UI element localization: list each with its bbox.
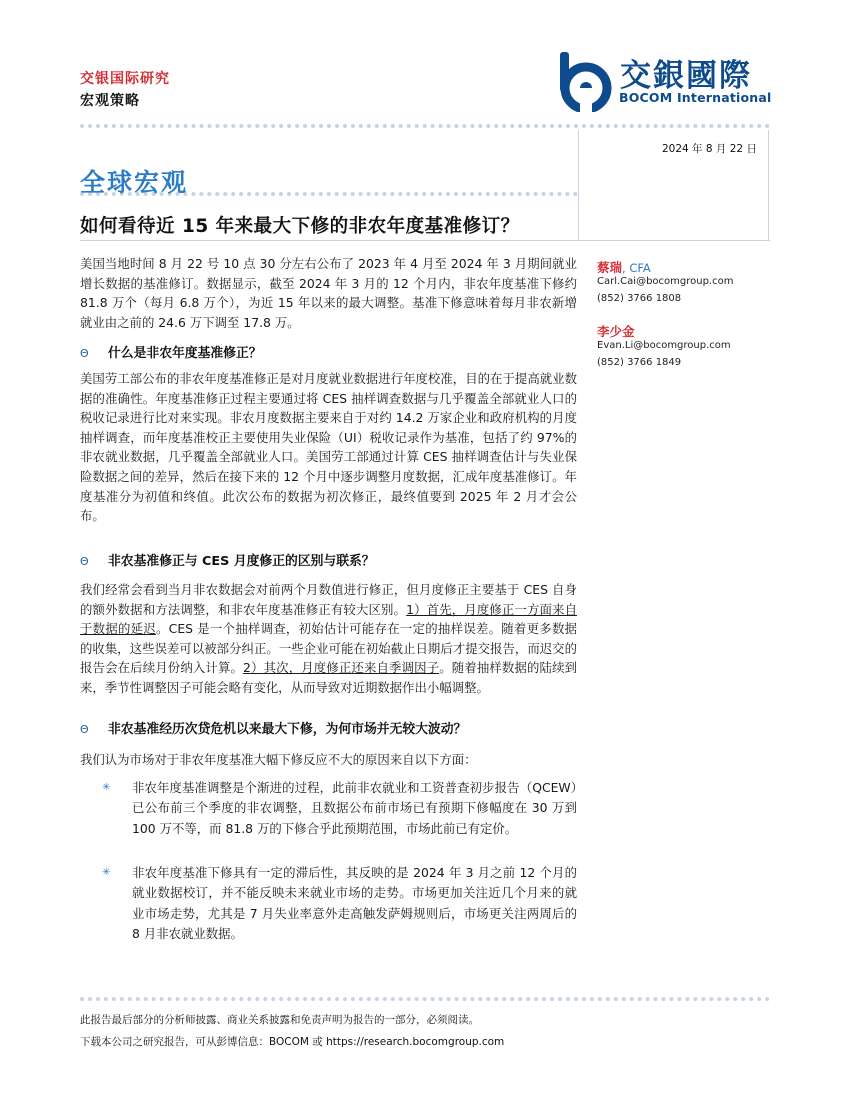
underlined-text: 2）其次，月度修正还来自季调因子 (243, 660, 440, 676)
header-right-rule (768, 130, 769, 240)
footer-dotted-rule (80, 997, 770, 1001)
author-name-text: 李少金 (597, 324, 635, 339)
header-vertical-rule (578, 130, 579, 240)
section-heading-text: 非农基准修正与 CES 月度修正的区别与联系？ (108, 554, 375, 569)
underlined-text: 1）首先，月度修正一方面来自于数据的延迟 (80, 601, 577, 637)
section-marker-icon: Θ (80, 555, 89, 568)
footer-disclaimer: 此报告最后部分的分析师披露、商业关系披露和免责声明为报告的一部分，必须阅读。 (80, 1014, 479, 1026)
section-paragraph: 我们认为市场对于非农年度基准大幅下修反应不大的原因来自以下方面： (80, 752, 477, 767)
footer-download-info[interactable]: 下载本公司之研究报告，可从彭博信息：BOCOM 或 https://research.bocomgroup.com (80, 1036, 505, 1048)
logo-text-en: BOCOM International (619, 90, 772, 105)
bocom-logo (556, 50, 771, 112)
section-heading (80, 342, 262, 361)
bocom-logo-icon (556, 50, 616, 112)
section-marker-icon: Θ (80, 347, 89, 360)
paragraph-text: 。随着抽样数据的陆续到来，季节性调整因子可能会略有变化，从而导致对近期数据作出小幅调整。 (80, 660, 578, 695)
section-label: 全球宏观 (80, 168, 189, 197)
author-email[interactable]: Evan.Li@bocomgroup.com (597, 340, 731, 351)
section-marker-icon: Θ (80, 723, 89, 736)
section-heading-text: 什么是非农年度基准修正？ (108, 346, 262, 361)
section-paragraph: 美国劳工部公布的非农年度基准修正是对月度就业数据进行年度校准，目的在于提高就业数据的准确性。年度基准修正过程主要通过将 CES 抽样调查数据与几乎覆盖全部就业人口的税收记录进行比对来实现。非农月度数据主要来自于对约 14.2 万家企业和政府机构的月度抽样调查，而年度基准校正主要使用失业保险（UI）税收记录作为基准，包括了约 97%的非农就业数据，几乎覆盖全部就业人口。美国劳工部通过计算 CES 抽样调查估计与失业保险数据之间的差异，然后在接下来的 12 个月中逐步调整月度数据，汇成年度基准修订。年度基准分为初值和终值。此次公布的数据为初次修正，最终值要到 2025 年 2 月才会公布。 (80, 371, 577, 524)
author-name-text: 蔡瑞 (597, 260, 623, 275)
author-phone: (852) 3766 1849 (597, 356, 682, 368)
logo-text-cn: 交銀國際 (620, 58, 752, 94)
author-phone: (852) 3766 1808 (597, 292, 682, 304)
author-credential: , CFA (622, 261, 651, 275)
author-email[interactable]: Carl.Cai@bocomgroup.com (597, 276, 734, 287)
author-contact (597, 274, 733, 307)
bullet-asterisk-icon: ✳ (102, 782, 111, 793)
title-underline (80, 240, 770, 241)
section-heading (80, 718, 466, 737)
author-contact (597, 338, 731, 371)
section-paragraph (80, 580, 577, 698)
paragraph-text: 我们经常会看到当月非农数据会对前两个月数值进行修正，但月度修正主要基于 CES 自身的额外数据和方法调整，和非农年度基准修正有较大区别。 (80, 582, 577, 617)
section-heading-text: 非农基准经历次贷危机以来最大下修，为何市场并无较大波动？ (108, 722, 467, 737)
section-heading (80, 550, 375, 569)
department-name: 宏观策略 (80, 93, 140, 109)
header-dotted-rule (80, 124, 770, 128)
bullet-text: 非农年度基准下修具有一定的滞后性，其反映的是 2024 年 3 月之前 12 个月的就业数据校订，并不能反映未来就业市场的走势。市场更加关注近几个月来的就业市场走势，尤其是 7 月失业率意外走高触发萨姆规则后，市场更关注两周后的 8 月非农就业数据。 (132, 865, 577, 942)
paragraph-text: 。CES 是一个抽样调查，初始估计可能存在一定的抽样误差。随着更多数据的收集，这些误差可以被部分纠正。一些企业可能在初始截止日期后才提交报告，而迟交的报告会在后续月份纳入计算。 (80, 621, 577, 676)
bullet-text: 非农年度基准调整是个渐进的过程，此前非农就业和工资普查初步报告（QCEW）已公布前三个季度的非农调整，且数据公布前市场已有预期下修幅度在 30 万到 100 万不等，而 81.8 万的下修合乎此预期范围，市场此前已有定价。 (132, 780, 577, 836)
intro-paragraph: 美国当地时间 8 月 22 号 10 点 30 分左右公布了 2023 年 4 月至 2024 年 3 月期间就业增长数据的基准修订。数据显示，截至 2024 年 3 月的 12 个月内，非农年度基准下修约 81.8 万个（每月 6.8 万个），为近 15 年以来的最大调整。基准下修意味着每月非农新增就业由之前的 24.6 万下调至 17.8 万。 (80, 256, 577, 330)
org-name: 交银国际研究 (80, 71, 170, 87)
report-title: 如何看待近 15 年来最大下修的非农年度基准修订？ (80, 216, 520, 237)
report-date: 2024 年 8 月 22 日 (662, 143, 757, 155)
bullet-asterisk-icon: ✳ (102, 867, 111, 878)
